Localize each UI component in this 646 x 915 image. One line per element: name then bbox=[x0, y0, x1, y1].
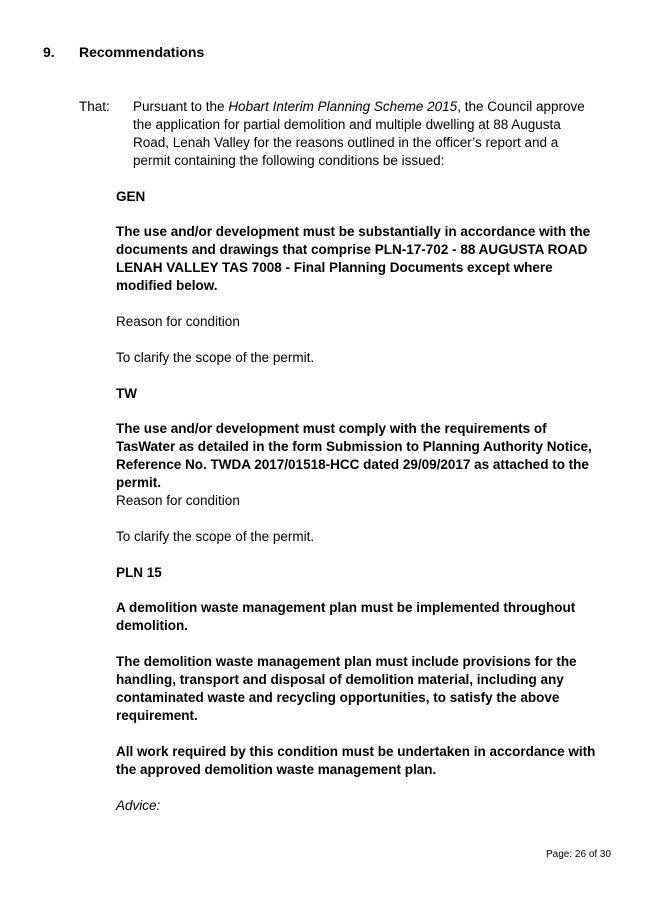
condition-body-tw: The use and/or development must comply with the requirements of TasWater as detailed in the form Submission to Planning Authority Notice, Reference No. TWDA 2017/01518-HCC dated 29/09/2017 as attached to the permit. bbox=[116, 421, 592, 490]
section-number: 9. bbox=[43, 44, 55, 60]
intro-lead: That: bbox=[79, 99, 110, 114]
reason-text-gen: To clarify the scope of the permit. bbox=[116, 350, 315, 365]
scheme-name: Hobart Interim Planning Scheme 2015 bbox=[228, 99, 458, 114]
intro-text-after: , the Council approve the application for partial demolition and multiple dwelling at 88 Augusta Road, Lenah Valley for the reasons outlined in the officer’s report and a permit containing the following conditions be issued: bbox=[133, 99, 585, 168]
condition-code-pln15: PLN 15 bbox=[116, 565, 162, 580]
page-number: Page: 26 of 30 bbox=[546, 849, 612, 860]
condition-code-gen: GEN bbox=[116, 189, 146, 204]
reason-label-tw: Reason for condition bbox=[116, 493, 240, 508]
advice-label: Advice: bbox=[116, 798, 161, 813]
intro-paragraph bbox=[133, 98, 593, 170]
reason-text-tw: To clarify the scope of the permit. bbox=[116, 529, 315, 544]
condition-code-tw: TW bbox=[116, 386, 137, 401]
condition-body-gen: The use and/or development must be substantially in accordance with the documents and drawings that comprise PLN-17-702 - 88 AUGUSTA ROAD LENAH VALLEY TAS 7008 - Final Planning Documents except where modified below. bbox=[116, 224, 591, 293]
condition-paragraph-pln15-2: The demolition waste management plan must include provisions for the handling, transport and disposal of demolition material, including any contaminated waste and recycling opportunities, to satisfy the above requirement. bbox=[116, 654, 577, 723]
reason-label-gen: Reason for condition bbox=[116, 314, 240, 329]
intro-text-before: Pursuant to the bbox=[133, 99, 229, 114]
section-title: Recommendations bbox=[79, 44, 205, 60]
condition-paragraph-pln15-3: All work required by this condition must be undertaken in accordance with the approved demolition waste management plan. bbox=[116, 744, 596, 777]
condition-paragraph-pln15-1: A demolition waste management plan must be implemented throughout demolition. bbox=[116, 600, 576, 633]
